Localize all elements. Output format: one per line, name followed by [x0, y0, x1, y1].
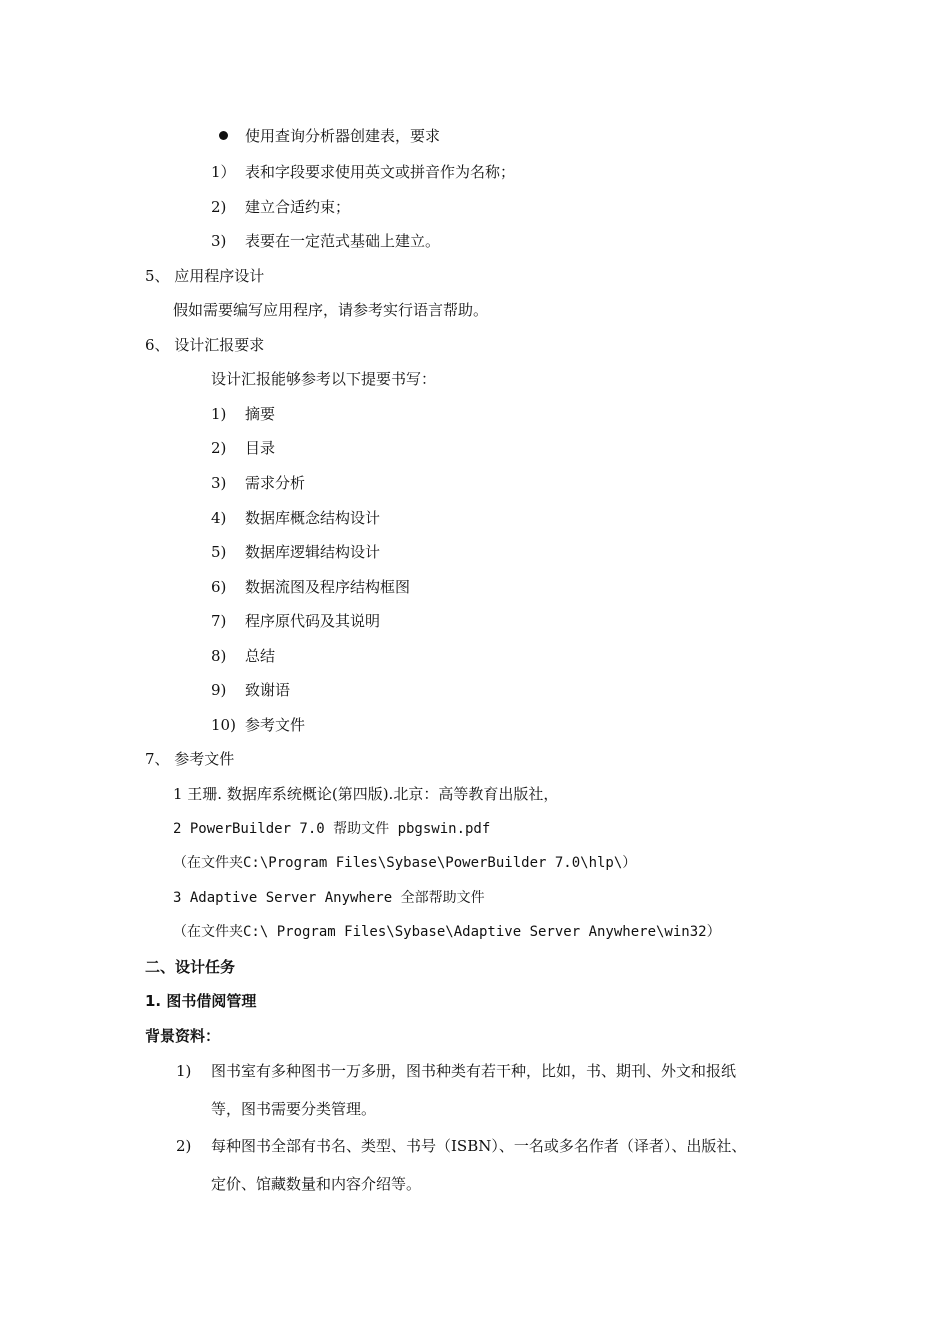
list-number: 8)	[211, 647, 227, 665]
part-heading: 二、设计任务	[145, 958, 236, 976]
bullet-text: 使用查询分析器创建表，要求	[245, 127, 441, 145]
list-number: 3)	[211, 232, 227, 250]
list-item-line: 每种图书全部有书名、类型、书号（ISBN）、一名或多名作者（译者）、出版社、	[211, 1137, 747, 1155]
list-item: 参考文件	[245, 716, 306, 734]
list-number: 7)	[211, 612, 227, 630]
list-number: 10)	[211, 716, 236, 734]
paragraph: 设计汇报能够参考以下提要书写：	[211, 370, 437, 388]
section-heading: 7、 参考文件	[145, 750, 235, 768]
list-item: 数据库逻辑结构设计	[245, 543, 381, 561]
list-item: 致谢语	[245, 681, 291, 699]
list-number: 2)	[176, 1137, 192, 1155]
section-heading: 6、 设计汇报要求	[145, 336, 265, 354]
list-item: 摘要	[245, 405, 276, 423]
reference-item: 3 Adaptive Server Anywhere 全部帮助文件	[173, 890, 485, 906]
section-heading: 5、 应用程序设计	[145, 267, 265, 285]
paragraph: 假如需要编写应用程序，请参考实行语言帮助。	[173, 301, 489, 319]
list-number: 5)	[211, 543, 227, 561]
list-item: 目录	[245, 439, 276, 457]
list-item: 程序原代码及其说明	[245, 612, 381, 630]
list-number: 4)	[211, 509, 227, 527]
reference-item: 1 王珊. 数据库系统概论(第四版).北京：高等教育出版社，	[173, 785, 559, 803]
list-item: 表和字段要求使用英文或拼音作为名称；	[245, 163, 516, 181]
reference-path: （在文件夹C:\ Program Files\Sybase\Adaptive Server Anywhere\win32）	[173, 924, 721, 940]
list-item: 数据库概念结构设计	[245, 509, 381, 527]
list-number: 2)	[211, 198, 227, 216]
list-item-line: 等，图书需要分类管理。	[211, 1100, 377, 1118]
task-heading: 1. 图书借阅管理	[145, 992, 257, 1010]
list-number: 1）	[211, 163, 236, 181]
list-number: 6)	[211, 578, 227, 596]
list-item: 数据流图及程序结构框图	[245, 578, 411, 596]
list-number: 1)	[176, 1062, 192, 1080]
bullet-icon	[219, 131, 228, 140]
list-item: 总结	[245, 647, 276, 665]
list-item: 需求分析	[245, 474, 306, 492]
list-item: 建立合适约束；	[245, 198, 351, 216]
background-label: 背景资料：	[145, 1027, 221, 1045]
list-number: 1)	[211, 405, 227, 423]
list-number: 3)	[211, 474, 227, 492]
list-number: 9)	[211, 681, 227, 699]
list-item-line: 定价、馆藏数量和内容介绍等。	[211, 1175, 422, 1193]
list-item-line: 图书室有多种图书一万多册，图书种类有若干种，比如，书、期刊、外文和报纸	[211, 1062, 737, 1080]
list-item: 表要在一定范式基础上建立。	[245, 232, 441, 250]
reference-item: 2 PowerBuilder 7.0 帮助文件 pbgswin.pdf	[173, 821, 491, 837]
reference-path: （在文件夹C:\Program Files\Sybase\PowerBuilder 7.0\hlp\）	[173, 855, 637, 871]
list-number: 2)	[211, 439, 227, 457]
